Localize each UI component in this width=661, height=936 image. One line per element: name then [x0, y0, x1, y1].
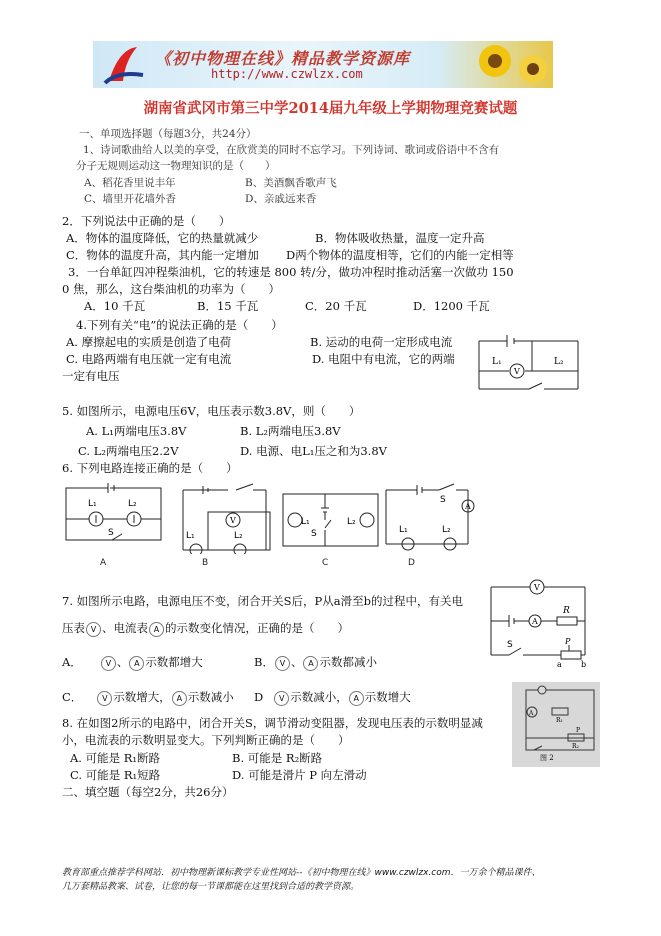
q6c-label-s: S: [311, 529, 317, 539]
voltmeter-icon: V: [86, 622, 101, 637]
q1-option-b: B、美酒飘香歌声飞: [245, 177, 337, 189]
q8-option-c: C. 可能是 R₁短路: [70, 768, 161, 782]
q7-end-b: b: [581, 660, 587, 669]
q8-ammeter-label: A: [529, 710, 534, 717]
q6-label-d: D: [408, 558, 415, 568]
header-banner: [93, 41, 553, 88]
q1-option-d: D、亲戚远来香: [245, 193, 317, 205]
q6-stem: 6. 下列电路连接正确的是（ ）: [62, 461, 238, 475]
q3-option-c: C．20 千瓦: [305, 299, 367, 313]
q6d-label-s: S: [440, 495, 446, 505]
q6d-ammeter-label: A: [465, 502, 471, 511]
q8-figure-caption: 图 2: [540, 754, 554, 762]
voltmeter-icon: V: [101, 656, 116, 671]
q8-option-b: B. 可能是 R₂断路: [232, 751, 323, 765]
sunflower-icon: [465, 41, 553, 88]
q3-line2: 0 焦，那么，这台柴油机的功率为（ ）: [62, 282, 280, 296]
q3-option-d: D．1200 千瓦: [413, 299, 490, 313]
q1-line1: 1、诗词歌曲给人以美的享受，在欣赏美的同时不忘学习。下列诗词、歌词或俗语中不含有: [83, 144, 500, 156]
q4-option-c: C. 电路两端有电压就一定有电流: [66, 352, 232, 366]
q5-option-b: B. L₂两端电压3.8V: [240, 424, 341, 438]
q7-resistor-label: R: [563, 606, 570, 616]
q6b-label-l2: L₂: [234, 531, 243, 541]
q3-line1: 3．一台单缸四冲程柴油机，它的转速是 800 转/分，做功冲程时推动活塞一次做功 150: [68, 265, 514, 279]
q8-slider-label: P: [576, 727, 581, 734]
voltmeter-icon: V: [274, 691, 289, 706]
q6c-label-l2: L₂: [347, 517, 356, 527]
banner-title: 《初中物理在线》精品教学资源库: [155, 49, 411, 68]
q6-circuit-a: [64, 482, 164, 544]
voltmeter-icon: V: [275, 656, 290, 671]
q7-end-a: a: [557, 660, 562, 669]
q5-circuit-diagram: [474, 333, 584, 395]
q3-option-b: B．15 千瓦: [197, 299, 259, 313]
q3-option-a: A．10 千瓦: [84, 299, 146, 313]
q7-option-d: D V 示数减小， A 示数增大: [254, 690, 411, 704]
q6b-voltmeter-label: V: [230, 516, 236, 525]
q7-option-c: C． V 示数增大， A 示数减小: [62, 690, 234, 704]
q7-switch-label: S: [507, 640, 513, 650]
q7-line2c: 的示数变化情况，正确的是（ ）: [165, 621, 349, 635]
q6-circuit-c: [281, 488, 381, 550]
voltmeter-icon: V: [97, 691, 112, 706]
q1-line2: 分子无规则运动这一物理知识的是（ ）: [76, 160, 276, 172]
q5-option-a: A. L₁两端电压3.8V: [86, 424, 187, 438]
q6b-label-l1: L₁: [186, 531, 195, 541]
q6-label-a: A: [100, 558, 107, 568]
q6a-label-l1: L₁: [88, 499, 97, 509]
q8-circuit-photo: [512, 682, 600, 767]
q8-r2-label: R₂: [572, 743, 579, 750]
q6-circuit-b: [178, 482, 273, 554]
q6c-label-l1: L₁: [301, 517, 310, 527]
q2-stem: 2．下列说法中正确的是（ ）: [62, 214, 231, 228]
q7-line2a: 压表: [62, 621, 85, 635]
q4-option-d-cont: 一定有电压: [62, 369, 120, 383]
q7-option-b: B． V 、 A 示数都减小: [254, 655, 377, 669]
ammeter-icon: A: [129, 656, 144, 671]
banner-url: http://www.czwlzx.com: [211, 67, 363, 81]
q7-circuit-diagram: [485, 577, 600, 669]
q7-line1: 7. 如图所示电路，电源电压不变，闭合开关S后，P从a滑至b的过程中，有关电: [62, 594, 463, 608]
q7-slider-label: P: [565, 637, 571, 646]
ammeter-icon: A: [172, 691, 187, 706]
q6-label-c: C: [322, 558, 329, 568]
section1-heading: 一、单项选择题（每题3分，共24分）: [79, 128, 257, 140]
q2-option-c: C．物体的温度升高，其内能一定增加: [66, 248, 259, 262]
q7-ammeter-label: A: [532, 617, 538, 626]
q7-voltmeter-label: V: [534, 583, 540, 592]
q6d-label-l1: L₁: [399, 525, 408, 535]
q2-option-b: B．物体吸收热量，温度一定升高: [315, 231, 485, 245]
q8-r1-label: R₁: [556, 717, 563, 724]
q6d-label-l2: L₂: [442, 525, 451, 535]
q6-circuit-d: [384, 482, 484, 552]
q7-line2: [62, 620, 349, 637]
q5-stem: 5. 如图所示，电源电压6V，电压表示数3.8V，则（ ）: [62, 404, 361, 418]
q1-option-a: A、稻花香里说丰年: [84, 177, 176, 189]
ammeter-icon: A: [149, 622, 164, 637]
q8-line2: 小，电流表的示数明显变大。下列判断正确的是（ ）: [62, 733, 350, 747]
q2-option-d: D两个物体的温度相等，它们的内能一定相等: [286, 248, 514, 262]
q8-line1: 8. 在如图2所示的电路中，闭合开关S，调节滑动变阻器，发现电压表的示数明显减: [62, 716, 483, 730]
q5-label-l1: L₁: [492, 357, 502, 367]
q5-option-c: C. L₂两端电压2.2V: [78, 444, 179, 458]
q7-line2b: 、电流表: [102, 621, 148, 635]
q4-option-b: B. 运动的电荷一定形成电流: [310, 335, 453, 349]
footer-line2: 几万套精品教案、试卷，让您的每一节课都能在这里找到合适的教学资源。: [62, 882, 360, 892]
logo-icon: [99, 41, 149, 88]
q5-label-l2: L₂: [554, 357, 564, 367]
ammeter-icon: A: [303, 656, 318, 671]
q4-stem: 4.下列有关“电”的说法正确的是（ ）: [76, 318, 283, 332]
q4-option-d: D. 电阻中有电流，它的两端: [312, 352, 455, 366]
q6a-label-l2: L₂: [128, 499, 137, 509]
q8-option-a: A. 可能是 R₁断路: [70, 751, 161, 765]
q7-option-a: A． V 、 A 示数都增大: [62, 655, 203, 669]
q2-option-a: A．物体的温度降低，它的热量就减少: [66, 231, 259, 245]
section2-heading: 二、填空题（每空2分，共26分）: [62, 785, 234, 799]
q1-option-c: C、墙里开花墙外香: [84, 193, 177, 205]
page-title: 湖南省武冈市第三中学2014届九年级上学期物理竞赛试题: [143, 100, 518, 117]
q6-label-b: B: [202, 558, 209, 568]
ammeter-icon: A: [349, 691, 364, 706]
q6a-label-s: S: [108, 528, 114, 538]
q8-option-d: D. 可能是滑片 P 向左滑动: [232, 768, 367, 782]
q5-voltmeter-label: V: [514, 367, 520, 376]
q5-option-d: D. 电源、电L₁压之和为3.8V: [240, 444, 387, 458]
q4-option-a: A. 摩擦起电的实质是创造了电荷: [66, 335, 232, 349]
footer-line1: 教育部重点推荐学科网站．初中物理新课标教学专业性网站--《初中物理在线》www.czwlzx.com．一万余个精品课件、: [62, 868, 541, 878]
